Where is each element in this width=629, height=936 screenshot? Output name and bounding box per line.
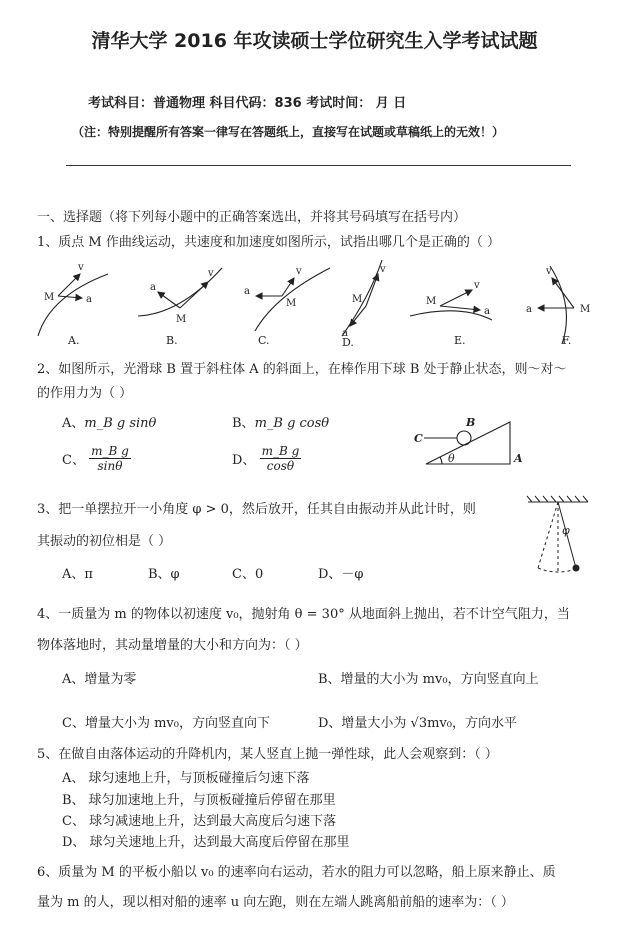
q6-line1: 6、质量为 M 的平板小船以 v₀ 的速率向右运动，若水的阻力可以忽略，船上原来静止、质: [37, 865, 556, 880]
q2-option-c-label: C、: [62, 453, 85, 468]
q2-option-d: [232, 444, 301, 473]
q1-fig-label-c: C.: [258, 334, 270, 347]
q5-option-c: C、 球匀减速地上升，达到最大高度后匀速下落: [62, 814, 337, 829]
q2-option-c-numerator: m_B g: [91, 444, 129, 458]
exam-title: 清华大学 2016 年攻读硕士学位研究生入学考试试题: [91, 30, 538, 52]
q1-text: 1、质点 M 作曲线运动，共速度和加速度如图所示，试指出哪几个是正确的（ ）: [37, 235, 500, 250]
q2-option-d-denominator: cosθ: [266, 459, 295, 473]
section-heading: 一、选择题（将下列每小题中的正确答案选出，并将其号码填写在括号内）: [37, 210, 467, 225]
q1-fig-label-f: F.: [562, 334, 572, 347]
q1-fig-label-a: A.: [68, 334, 80, 347]
q2-option-a: [62, 412, 156, 431]
q2-option-b-expr: m_B g cosθ: [254, 416, 330, 431]
q1-fig-e-v-label: v: [474, 280, 480, 291]
q1-figure: [30, 256, 610, 352]
q6-line2: 量为 m 的人，现以相对船的速率 u 向左跑，则在左端人跳离船前船的速率为：（ ）: [37, 895, 514, 910]
q1-fig-b-v-label: v: [208, 268, 214, 279]
q2-incline-figure: [412, 412, 532, 470]
q4-option-a: A、增量为零: [62, 672, 137, 687]
q4-line2: 物体落地时，其动量增量的大小和方向为：（ ）: [37, 638, 308, 653]
q5-option-a: A、 球匀速地上升，与顶板碰撞后匀速下落: [62, 771, 310, 786]
q1-fig-label-b: B.: [166, 334, 178, 347]
q2-option-c-fraction: [89, 444, 131, 473]
q2-option-a-expr: m_B g sinθ: [84, 416, 157, 431]
q3-pendulum-figure: [524, 494, 594, 580]
q3-option-b: B、φ: [148, 567, 180, 582]
q1-fig-d-a-label: a: [342, 328, 348, 339]
q1-fig-label-d: D.: [342, 336, 354, 349]
q1-fig-e-a-label: a: [484, 306, 490, 317]
q3-option-c: C、0: [232, 567, 264, 582]
q2-line1: 2、如图所示，光滑球 B 置于斜柱体 A 的斜面上，在棒作用下球 B 处于静止状态，则～对～: [37, 362, 567, 377]
q4-option-d: D、增量大小为 √3mv₀，方向水平: [318, 716, 517, 731]
q1-fig-f-v-label: v: [546, 266, 552, 277]
q2-option-c-denominator: sinθ: [97, 459, 123, 473]
q4-line1: 4、一质量为 m 的物体以初速度 v₀，抛射角 θ = 30° 从地面斜上抛出，若不计空气阻力，当: [37, 607, 570, 622]
exam-note: （注：特别提醒所有答案一律写在答题纸上，直接写在试题或草稿纸上的无效！）: [72, 125, 505, 139]
q3-line2: 其振动的初位相是（ ）: [37, 534, 172, 549]
q1-fig-f-point-label: M: [580, 304, 591, 315]
q2-option-a-label: A、: [62, 416, 85, 431]
q3-line1: 3、把一单摆拉开一小角度 φ > 0，然后放开，任其自由振动并从此计时，则: [37, 502, 476, 517]
q2-fig-a-label: A: [514, 452, 523, 465]
q1-fig-d-v-label: v: [380, 264, 386, 275]
q5-option-d: D、 球匀关速地上升，达到最大高度后停留在那里: [62, 835, 350, 850]
q2-fig-theta-label: θ: [448, 452, 455, 465]
q2-option-b-label: B、: [232, 416, 255, 431]
q1-fig-a-point-label: M: [44, 292, 55, 303]
q1-fig-label-e: E.: [454, 334, 466, 347]
q2-fig-b-label: B: [466, 416, 476, 429]
q2-option-c: [62, 444, 131, 473]
q2-option-d-label: D、: [232, 453, 256, 468]
q1-fig-a-v-label: v: [78, 262, 84, 273]
q2-option-d-numerator: m_B g: [261, 444, 300, 458]
q5-option-b: B、 球匀加速地上升，与顶板碰撞后停留在那里: [62, 793, 336, 808]
q2-line2: 的作用力为（ ）: [37, 386, 133, 401]
header-divider: [66, 165, 571, 166]
q4-option-c: C、增量大小为 mv₀，方向竖直向下: [62, 716, 270, 731]
q1-fig-b-a-label: a: [150, 282, 156, 293]
q3-fig-phi-label: φ: [562, 524, 570, 537]
q1-fig-c-point-label: M: [286, 298, 297, 309]
q5-text: 5、在做自由落体运动的升降机内，某人竖直上抛一弹性球，此人会观察到：（ ）: [37, 747, 498, 762]
q3-option-a: A、π: [62, 567, 93, 582]
q1-fig-b-point-label: M: [176, 314, 187, 325]
q1-fig-d-point-label: M: [352, 294, 363, 305]
q4-option-b: B、增量的大小为 mv₀，方向竖直向上: [318, 672, 539, 687]
q1-fig-a-a-label: a: [86, 294, 92, 305]
q1-fig-c-a-label: a: [244, 286, 250, 297]
exam-info-line: 考试科目：普通物理 科目代码：836 考试时间： 月 日: [88, 96, 407, 111]
q2-fig-c-label: C: [414, 432, 423, 445]
q1-fig-f-a-label: a: [526, 304, 532, 315]
q1-fig-e-point-label: M: [426, 296, 437, 307]
q3-option-d: D、－φ: [318, 567, 364, 582]
q2-option-b: [232, 412, 329, 431]
q1-fig-c-v-label: v: [296, 266, 302, 277]
q2-option-d-fraction: [260, 444, 302, 473]
